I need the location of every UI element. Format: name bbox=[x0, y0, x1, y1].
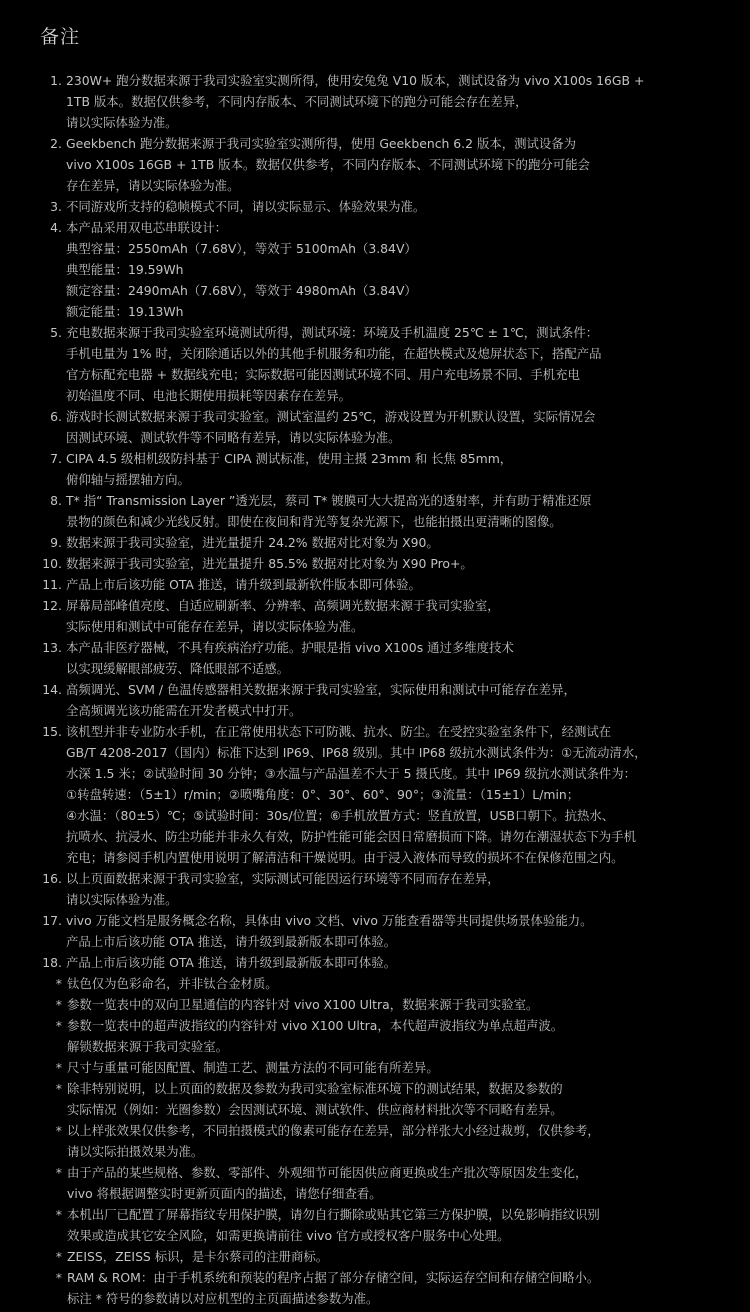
note-marker: 1. bbox=[50, 73, 62, 88]
note-item bbox=[0, 406, 750, 448]
note-marker: 8. bbox=[50, 493, 62, 508]
note-line: 俯仰轴与摇摆轴方向。 bbox=[66, 472, 190, 487]
note-text bbox=[67, 1267, 715, 1309]
note-line: 屏幕局部峰值亮度、自适应刷新率、分辨率、高频调光数据来源于我司实验室， bbox=[66, 598, 500, 613]
note-line: 产品上市后该功能 OTA 推送，请升级到最新版本即可体验。 bbox=[66, 955, 397, 970]
note-text bbox=[67, 994, 715, 1015]
page-title: 备注 bbox=[40, 26, 81, 48]
note-line: 钛色仅为色彩命名，并非钛合金材质。 bbox=[67, 976, 278, 991]
note-text bbox=[66, 448, 714, 490]
note-marker: 5. bbox=[50, 325, 62, 340]
note-line: 游戏时长测试数据来源于我司实验室。测试室温约 25℃，游戏设置为开机默认设置，实际情况会 bbox=[66, 409, 596, 424]
note-item bbox=[0, 574, 750, 595]
note-text bbox=[66, 490, 714, 532]
note-text bbox=[66, 910, 714, 952]
note-marker: * bbox=[55, 976, 62, 991]
note-line: T* 指“ Transmission Layer ”透光层，蔡司 T* 镀膜可大大提高光的透射率，并有助于精准还原 bbox=[66, 493, 592, 508]
note-line: 数据来源于我司实验室，进光量提升 24.2% 数据对比对象为 X90。 bbox=[66, 535, 439, 550]
note-item bbox=[0, 490, 750, 532]
note-text bbox=[67, 1204, 715, 1246]
note-line: GB/T 4208-2017（国内）标准下达到 IP69、IP68 级别。其中 IP68 级抗水测试条件为：①无流动清水， bbox=[66, 745, 647, 760]
note-marker: * bbox=[55, 1207, 62, 1222]
note-text bbox=[67, 1078, 715, 1120]
note-item bbox=[0, 196, 750, 217]
footnote-item bbox=[0, 1015, 750, 1057]
note-line: 实际情况（例如：光圈参数）会因测试环境、测试软件、供应商材料批次等不同略有差异。 bbox=[67, 1102, 563, 1117]
note-item bbox=[0, 910, 750, 952]
note-line: 以上页面数据来源于我司实验室，实际测试可能因运行环境等不同而存在差异， bbox=[66, 871, 500, 886]
note-line: 230W+ 跑分数据来源于我司实验室实测所得，使用安兔兔 V10 版本，测试设备为 vivo X100s 16GB + bbox=[66, 73, 645, 88]
note-line: 效果或造成其它安全风险，如需更换请前往 vivo 官方或授权客户服务中心处理。 bbox=[67, 1228, 510, 1243]
note-item bbox=[0, 217, 750, 322]
note-text bbox=[66, 553, 714, 574]
note-line: 抗喷水、抗浸水、防尘功能并非永久有效，防护性能可能会因日常磨损而下降。请勿在潮湿状态下为手机 bbox=[66, 829, 636, 844]
note-marker: * bbox=[55, 1018, 62, 1033]
note-text bbox=[66, 637, 714, 679]
note-text bbox=[67, 1246, 715, 1267]
note-line: RAM & ROM：由于手机系统和预装的程序占据了部分存储空间，实际运存空间和存储空间略小。 bbox=[67, 1270, 600, 1285]
note-line: 因测试环境、测试软件等不同略有差异，请以实际体验为准。 bbox=[66, 430, 401, 445]
note-marker: 16. bbox=[42, 871, 62, 886]
footnote-item bbox=[0, 1246, 750, 1267]
note-text bbox=[66, 595, 714, 637]
note-item bbox=[0, 553, 750, 574]
note-marker: 12. bbox=[42, 598, 62, 613]
note-line: 以实现缓解眼部疲劳、降低眼部不适感。 bbox=[66, 661, 290, 676]
note-text bbox=[66, 679, 714, 721]
note-line: 除非特别说明，以上页面的数据及参数为我司实验室标准环境下的测试结果，数据及参数的 bbox=[67, 1081, 563, 1096]
note-line: 1TB 版本。数据仅供参考，不同内存版本、不同测试环境下的跑分可能会存在差异， bbox=[66, 94, 528, 109]
note-line: 额定能量：19.13Wh bbox=[66, 304, 184, 319]
note-line: 该机型并非专业防水手机，在正常使用状态下可防溅、抗水、防尘。在受控实验室条件下，经测试在 bbox=[66, 724, 612, 739]
note-marker: 14. bbox=[42, 682, 62, 697]
note-text bbox=[66, 406, 714, 448]
note-marker: * bbox=[55, 1270, 62, 1285]
note-line: 尺寸与重量可能因配置、制造工艺、测量方法的不同可能有所差异。 bbox=[67, 1060, 439, 1075]
note-item bbox=[0, 133, 750, 196]
note-item bbox=[0, 595, 750, 637]
note-line: 请以实际体验为准。 bbox=[66, 892, 178, 907]
note-line: 初始温度不同、电池长期使用损耗等因素存在差异。 bbox=[66, 388, 351, 403]
note-line: 水深 1.5 米；②试验时间 30 分钟；③水温与产品温差不大于 5 摄氏度。其中 IP69 级抗水测试条件为： bbox=[66, 766, 637, 781]
note-marker: 6. bbox=[50, 409, 62, 424]
note-line: 景物的颜色和减少光线反射。即使在夜间和背光等复杂光源下，也能拍摄出更清晰的图像。 bbox=[66, 514, 562, 529]
note-line: 参数一览表中的双向卫星通信的内容针对 vivo X100 Ultra，数据来源于我司实验室。 bbox=[67, 997, 539, 1012]
note-item bbox=[0, 70, 750, 133]
footnote-item bbox=[0, 1078, 750, 1120]
note-text bbox=[66, 217, 714, 322]
note-text bbox=[66, 70, 714, 133]
note-item bbox=[0, 322, 750, 406]
note-line: 以上样张效果仅供参考，不同拍摄模式的像素可能存在差异，部分样张大小经过裁剪，仅供参考， bbox=[67, 1123, 600, 1138]
note-marker: * bbox=[55, 1081, 62, 1096]
note-text bbox=[67, 973, 715, 994]
note-marker: 18. bbox=[42, 955, 62, 970]
note-line: 本产品非医疗器械，不具有疾病治疗功能。护眼是指 vivo X100s 通过多维度技术 bbox=[66, 640, 514, 655]
note-line: 全高频调光该功能需在开发者模式中打开。 bbox=[66, 703, 302, 718]
note-marker: * bbox=[55, 1249, 62, 1264]
note-line: 参数一览表中的超声波指纹的内容针对 vivo X100 Ultra，本代超声波指纹为单点超声波。 bbox=[67, 1018, 564, 1033]
note-line: 请以实际体验为准。 bbox=[66, 115, 178, 130]
note-item bbox=[0, 532, 750, 553]
note-text bbox=[66, 574, 714, 595]
note-marker: 2. bbox=[50, 136, 62, 151]
note-line: 充电数据来源于我司实验室环境测试所得，测试环境：环境及手机温度 25℃ ± 1℃，测试条件： bbox=[66, 325, 599, 340]
note-marker: * bbox=[55, 1165, 62, 1180]
note-text bbox=[67, 1162, 715, 1204]
note-marker: 17. bbox=[42, 913, 62, 928]
note-marker: 4. bbox=[50, 220, 62, 235]
note-text bbox=[66, 868, 714, 910]
note-item bbox=[0, 448, 750, 490]
note-text bbox=[66, 532, 714, 553]
note-line: 官方标配充电器 + 数据线充电；实际数据可能因测试环境不同、用户充电场景不同、手机充电 bbox=[66, 367, 580, 382]
footnote-item bbox=[0, 1162, 750, 1204]
footnote-item bbox=[0, 1120, 750, 1162]
note-line: 本机出厂已配置了屏幕指纹专用保护膜，请勿自行撕除或贴其它第三方保护膜，以免影响指纹识别 bbox=[67, 1207, 600, 1222]
note-line: 标注 * 符号的参数请以对应机型的主页面描述参数为准。 bbox=[67, 1291, 379, 1306]
note-marker: 3. bbox=[50, 199, 62, 214]
note-line: 典型能量：19.59Wh bbox=[66, 262, 184, 277]
note-marker: * bbox=[55, 1123, 62, 1138]
note-marker: 15. bbox=[42, 724, 62, 739]
note-line: 存在差异，请以实际体验为准。 bbox=[66, 178, 240, 193]
note-item bbox=[0, 868, 750, 910]
note-line: CIPA 4.5 级相机级防抖基于 CIPA 测试标准，使用主摄 23mm 和 长焦 85mm， bbox=[66, 451, 513, 466]
footnote-item bbox=[0, 1267, 750, 1309]
note-line: 数据来源于我司实验室，进光量提升 85.5% 数据对比对象为 X90 Pro+。 bbox=[66, 556, 473, 571]
note-text bbox=[67, 1120, 715, 1162]
note-line: vivo 将根据调整实时更新页面内的描述，请您仔细查看。 bbox=[67, 1186, 382, 1201]
note-item bbox=[0, 721, 750, 868]
note-marker: 7. bbox=[50, 451, 62, 466]
note-line: 产品上市后该功能 OTA 推送，请升级到最新版本即可体验。 bbox=[66, 934, 397, 949]
note-line: 请以实际拍摄效果为准。 bbox=[67, 1144, 204, 1159]
footnote-item bbox=[0, 973, 750, 994]
note-line: vivo 万能文档是服务概念名称，具体由 vivo 文档、vivo 万能查看器等共同提供场景体验能力。 bbox=[66, 913, 593, 928]
note-item bbox=[0, 679, 750, 721]
note-text bbox=[67, 1015, 715, 1057]
note-text bbox=[66, 196, 714, 217]
note-line: vivo X100s 16GB + 1TB 版本。数据仅供参考，不同内存版本、不同测试环境下的跑分可能会 bbox=[66, 157, 590, 172]
note-line: 手机电量为 1% 时，关闭除通话以外的其他手机服务和功能，在超快模式及熄屏状态下，搭配产品 bbox=[66, 346, 602, 361]
note-line: Geekbench 跑分数据来源于我司实验室实测所得，使用 Geekbench 6.2 版本，测试设备为 bbox=[66, 136, 577, 151]
note-line: 本产品采用双电芯串联设计： bbox=[66, 220, 228, 235]
note-text bbox=[66, 721, 714, 868]
note-line: 充电；请参阅手机内置使用说明了解清洁和干燥说明。由于浸入液体而导致的损坏不在保修范围之内。 bbox=[66, 850, 624, 865]
footnote-item bbox=[0, 1057, 750, 1078]
footnote-item bbox=[0, 994, 750, 1015]
note-line: 产品上市后该功能 OTA 推送，请升级到最新软件版本即可体验。 bbox=[66, 577, 421, 592]
note-line: 额定容量：2490mAh（7.68V），等效于 4980mAh（3.84V） bbox=[66, 283, 417, 298]
note-marker: 9. bbox=[50, 535, 62, 550]
note-marker: 10. bbox=[42, 556, 62, 571]
footnote-item bbox=[0, 1204, 750, 1246]
note-marker: 11. bbox=[42, 577, 62, 592]
note-line: 解锁数据来源于我司实验室。 bbox=[67, 1039, 229, 1054]
note-line: 不同游戏所支持的稳帧模式不同，请以实际显示、体验效果为准。 bbox=[66, 199, 426, 214]
note-line: 实际使用和测试中可能存在差异，请以实际体验为准。 bbox=[66, 619, 364, 634]
note-line: ZEISS，ZEISS 标识，是卡尔蔡司的注册商标。 bbox=[67, 1249, 329, 1264]
note-text bbox=[67, 1057, 715, 1078]
note-marker: * bbox=[55, 997, 62, 1012]
note-marker: * bbox=[55, 1060, 62, 1075]
note-text bbox=[66, 952, 714, 973]
note-item bbox=[0, 952, 750, 973]
note-item bbox=[0, 637, 750, 679]
note-marker: 13. bbox=[42, 640, 62, 655]
notes-list bbox=[0, 70, 750, 1309]
note-line: ④水温：（80±5）℃；⑤试验时间：30s/位置；⑥手机放置方式：竖直放置，USB口朝下。抗热水、 bbox=[66, 808, 615, 823]
note-line: 由于产品的某些规格、参数、零部件、外观细节可能因供应商更换或生产批次等原因发生变化， bbox=[67, 1165, 588, 1180]
note-line: 典型容量：2550mAh（7.68V），等效于 5100mAh（3.84V） bbox=[66, 241, 417, 256]
note-line: ①转盘转速：（5±1）r/min；②喷嘴角度：0°、30°、60°、90°；③流量：（15±1）L/min； bbox=[66, 787, 580, 802]
note-line: 高频调光、SVM / 色温传感器相关数据来源于我司实验室，实际使用和测试中可能存在差异， bbox=[66, 682, 576, 697]
note-text bbox=[66, 322, 714, 406]
note-text bbox=[66, 133, 714, 196]
